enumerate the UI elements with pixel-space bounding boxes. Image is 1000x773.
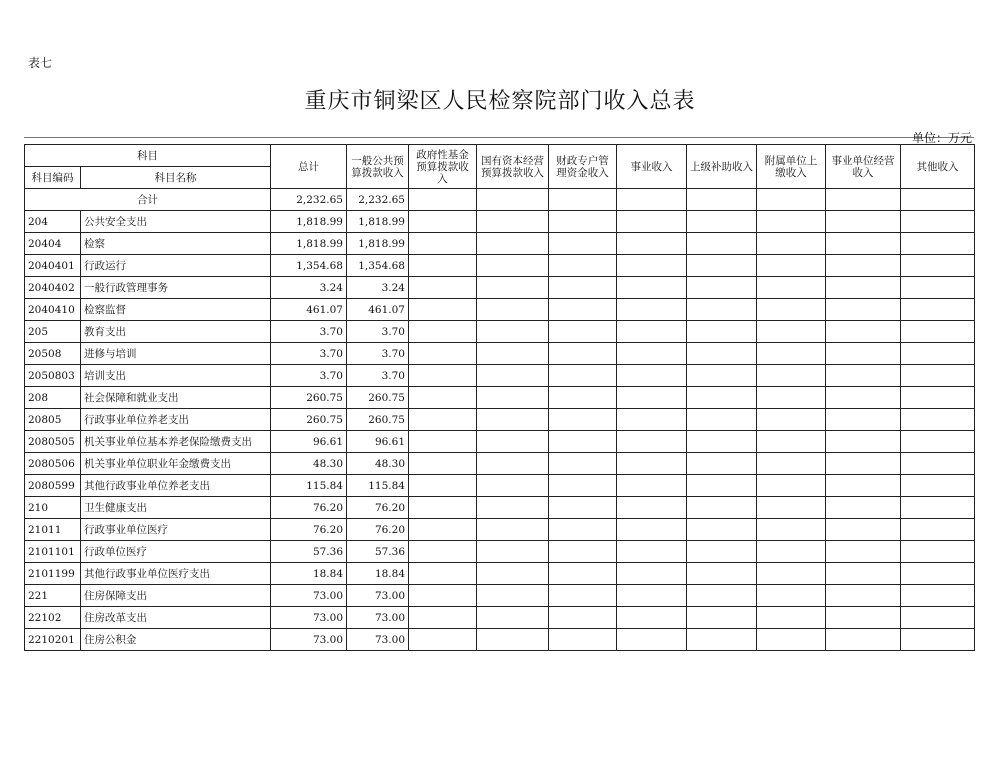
subject-code-cell: 210	[25, 497, 81, 519]
empty-cell	[617, 585, 687, 607]
empty-cell	[826, 629, 901, 651]
empty-cell	[826, 497, 901, 519]
subject-name-cell: 其他行政事业单位医疗支出	[81, 563, 271, 585]
empty-cell	[901, 497, 975, 519]
empty-cell	[409, 629, 477, 651]
header-state-capital: 国有资本经营预算拨款收入	[477, 145, 549, 189]
empty-cell	[757, 585, 826, 607]
total-cell: 1,818.99	[271, 211, 347, 233]
empty-cell	[757, 299, 826, 321]
total-row-label: 合计	[25, 189, 271, 211]
empty-cell	[757, 629, 826, 651]
total-row-general-budget: 2,232.65	[347, 189, 409, 211]
empty-cell	[901, 475, 975, 497]
table-row	[25, 453, 975, 475]
empty-cell	[477, 607, 549, 629]
table-row	[25, 211, 975, 233]
empty-cell	[757, 233, 826, 255]
empty-cell	[617, 497, 687, 519]
empty-cell	[409, 497, 477, 519]
general-budget-cell: 3.24	[347, 277, 409, 299]
empty-cell	[477, 387, 549, 409]
total-row	[25, 189, 975, 211]
empty-cell	[617, 453, 687, 475]
general-budget-cell: 48.30	[347, 453, 409, 475]
empty-cell	[826, 563, 901, 585]
empty-cell	[477, 343, 549, 365]
header-other: 其他收入	[901, 145, 975, 189]
subject-code-cell: 20404	[25, 233, 81, 255]
empty-cell	[687, 321, 757, 343]
empty-cell	[687, 255, 757, 277]
empty-cell	[617, 211, 687, 233]
total-cell: 1,354.68	[271, 255, 347, 277]
empty-cell	[901, 541, 975, 563]
empty-cell	[409, 387, 477, 409]
total-cell: 3.24	[271, 277, 347, 299]
subject-code-cell: 20805	[25, 409, 81, 431]
empty-cell	[901, 189, 975, 211]
empty-cell	[409, 475, 477, 497]
empty-cell	[826, 277, 901, 299]
empty-cell	[901, 365, 975, 387]
empty-cell	[409, 211, 477, 233]
empty-cell	[617, 629, 687, 651]
general-budget-cell: 73.00	[347, 629, 409, 651]
subject-code-cell: 221	[25, 585, 81, 607]
total-cell: 76.20	[271, 519, 347, 541]
subject-code-cell: 2040402	[25, 277, 81, 299]
empty-cell	[826, 387, 901, 409]
empty-cell	[687, 343, 757, 365]
title-divider	[24, 137, 974, 138]
empty-cell	[617, 343, 687, 365]
empty-cell	[549, 189, 617, 211]
empty-cell	[549, 321, 617, 343]
empty-cell	[901, 343, 975, 365]
empty-cell	[409, 233, 477, 255]
subject-code-cell: 22102	[25, 607, 81, 629]
subject-code-cell: 2101101	[25, 541, 81, 563]
general-budget-cell: 18.84	[347, 563, 409, 585]
empty-cell	[549, 629, 617, 651]
empty-cell	[477, 189, 549, 211]
empty-cell	[687, 629, 757, 651]
empty-cell	[549, 497, 617, 519]
table-row	[25, 233, 975, 255]
empty-cell	[901, 519, 975, 541]
empty-cell	[826, 475, 901, 497]
subject-name-cell: 一般行政管理事务	[81, 277, 271, 299]
unit-label: 单位：万元	[911, 131, 972, 145]
empty-cell	[687, 387, 757, 409]
general-budget-cell: 260.75	[347, 387, 409, 409]
subject-name-cell: 行政运行	[81, 255, 271, 277]
empty-cell	[477, 299, 549, 321]
table-row	[25, 607, 975, 629]
subject-code-cell: 208	[25, 387, 81, 409]
empty-cell	[901, 277, 975, 299]
empty-cell	[687, 233, 757, 255]
empty-cell	[901, 453, 975, 475]
empty-cell	[477, 409, 549, 431]
empty-cell	[687, 519, 757, 541]
empty-cell	[477, 475, 549, 497]
empty-cell	[826, 607, 901, 629]
subject-name-cell: 卫生健康支出	[81, 497, 271, 519]
empty-cell	[477, 321, 549, 343]
empty-cell	[549, 541, 617, 563]
empty-cell	[477, 365, 549, 387]
subject-code-cell: 20508	[25, 343, 81, 365]
empty-cell	[687, 453, 757, 475]
empty-cell	[477, 233, 549, 255]
total-cell: 461.07	[271, 299, 347, 321]
total-row-total: 2,232.65	[271, 189, 347, 211]
empty-cell	[617, 519, 687, 541]
empty-cell	[687, 497, 757, 519]
subject-name-cell: 行政事业单位医疗	[81, 519, 271, 541]
empty-cell	[901, 387, 975, 409]
empty-cell	[549, 453, 617, 475]
subject-name-cell: 住房公积金	[81, 629, 271, 651]
table-row	[25, 277, 975, 299]
subject-code-cell: 2210201	[25, 629, 81, 651]
subject-name-cell: 住房改革支出	[81, 607, 271, 629]
empty-cell	[549, 431, 617, 453]
empty-cell	[826, 343, 901, 365]
empty-cell	[826, 255, 901, 277]
total-cell: 73.00	[271, 629, 347, 651]
subject-name-cell: 教育支出	[81, 321, 271, 343]
empty-cell	[687, 299, 757, 321]
empty-cell	[409, 321, 477, 343]
empty-cell	[757, 563, 826, 585]
table-row	[25, 343, 975, 365]
subject-name-cell: 住房保障支出	[81, 585, 271, 607]
header-superior-subsidy: 上级补助收入	[687, 145, 757, 189]
empty-cell	[687, 189, 757, 211]
total-cell: 3.70	[271, 365, 347, 387]
empty-cell	[757, 431, 826, 453]
subject-name-cell: 行政事业单位养老支出	[81, 409, 271, 431]
general-budget-cell: 3.70	[347, 365, 409, 387]
empty-cell	[409, 541, 477, 563]
empty-cell	[901, 211, 975, 233]
empty-cell	[687, 585, 757, 607]
header-subject: 科目	[25, 145, 271, 167]
general-budget-cell: 73.00	[347, 585, 409, 607]
empty-cell	[901, 255, 975, 277]
table-row	[25, 519, 975, 541]
empty-cell	[409, 343, 477, 365]
total-cell: 96.61	[271, 431, 347, 453]
header-business-operation: 事业单位经营收入	[826, 145, 901, 189]
general-budget-cell: 3.70	[347, 321, 409, 343]
empty-cell	[757, 387, 826, 409]
subject-code-cell: 2101199	[25, 563, 81, 585]
general-budget-cell: 1,354.68	[347, 255, 409, 277]
page-title: 重庆市铜梁区人民检察院部门收入总表	[304, 89, 696, 114]
subject-code-cell: 21011	[25, 519, 81, 541]
general-budget-cell: 76.20	[347, 519, 409, 541]
empty-cell	[757, 453, 826, 475]
empty-cell	[687, 475, 757, 497]
empty-cell	[409, 453, 477, 475]
empty-cell	[687, 431, 757, 453]
table-row	[25, 475, 975, 497]
empty-cell	[549, 585, 617, 607]
empty-cell	[549, 211, 617, 233]
empty-cell	[757, 343, 826, 365]
subject-name-cell: 行政单位医疗	[81, 541, 271, 563]
empty-cell	[687, 277, 757, 299]
empty-cell	[549, 387, 617, 409]
income-summary-table	[24, 144, 975, 651]
total-cell: 73.00	[271, 585, 347, 607]
empty-cell	[901, 585, 975, 607]
general-budget-cell: 1,818.99	[347, 233, 409, 255]
total-cell: 3.70	[271, 321, 347, 343]
empty-cell	[901, 563, 975, 585]
empty-cell	[617, 541, 687, 563]
header-affiliated-units: 附属单位上缴收入	[757, 145, 826, 189]
empty-cell	[617, 387, 687, 409]
subject-name-cell: 机关事业单位基本养老保险缴费支出	[81, 431, 271, 453]
empty-cell	[549, 255, 617, 277]
subject-code-cell: 2040401	[25, 255, 81, 277]
general-budget-cell: 115.84	[347, 475, 409, 497]
empty-cell	[477, 519, 549, 541]
empty-cell	[409, 607, 477, 629]
empty-cell	[687, 211, 757, 233]
empty-cell	[757, 607, 826, 629]
empty-cell	[826, 299, 901, 321]
subject-code-cell: 2080599	[25, 475, 81, 497]
empty-cell	[901, 233, 975, 255]
empty-cell	[826, 189, 901, 211]
empty-cell	[617, 431, 687, 453]
general-budget-cell: 1,818.99	[347, 211, 409, 233]
empty-cell	[757, 541, 826, 563]
empty-cell	[826, 365, 901, 387]
empty-cell	[549, 519, 617, 541]
header-general-budget: 一般公共预算拨款收入	[347, 145, 409, 189]
empty-cell	[477, 541, 549, 563]
empty-cell	[549, 343, 617, 365]
empty-cell	[549, 475, 617, 497]
subject-name-cell: 进修与培训	[81, 343, 271, 365]
empty-cell	[617, 233, 687, 255]
empty-cell	[826, 541, 901, 563]
total-cell: 48.30	[271, 453, 347, 475]
general-budget-cell: 96.61	[347, 431, 409, 453]
total-cell: 18.84	[271, 563, 347, 585]
empty-cell	[687, 409, 757, 431]
empty-cell	[409, 563, 477, 585]
empty-cell	[409, 255, 477, 277]
empty-cell	[549, 277, 617, 299]
empty-cell	[901, 629, 975, 651]
empty-cell	[901, 321, 975, 343]
subject-name-cell: 培训支出	[81, 365, 271, 387]
empty-cell	[549, 563, 617, 585]
empty-cell	[826, 519, 901, 541]
general-budget-cell: 57.36	[347, 541, 409, 563]
empty-cell	[757, 365, 826, 387]
subject-name-cell: 公共安全支出	[81, 211, 271, 233]
empty-cell	[617, 189, 687, 211]
header-gov-fund: 政府性基金预算拨款收入	[409, 145, 477, 189]
table-row	[25, 409, 975, 431]
empty-cell	[757, 409, 826, 431]
empty-cell	[477, 453, 549, 475]
header-total: 总计	[271, 145, 347, 189]
total-cell: 115.84	[271, 475, 347, 497]
header-code: 科目编码	[25, 167, 81, 189]
empty-cell	[477, 563, 549, 585]
subject-code-cell: 205	[25, 321, 81, 343]
empty-cell	[826, 233, 901, 255]
empty-cell	[757, 519, 826, 541]
empty-cell	[757, 475, 826, 497]
empty-cell	[409, 519, 477, 541]
empty-cell	[477, 497, 549, 519]
total-cell: 76.20	[271, 497, 347, 519]
empty-cell	[549, 607, 617, 629]
empty-cell	[617, 365, 687, 387]
empty-cell	[617, 475, 687, 497]
total-cell: 57.36	[271, 541, 347, 563]
empty-cell	[617, 255, 687, 277]
empty-cell	[617, 321, 687, 343]
header-fiscal-special: 财政专户管理资金收入	[549, 145, 617, 189]
subject-code-cell: 204	[25, 211, 81, 233]
empty-cell	[826, 453, 901, 475]
table-row	[25, 629, 975, 651]
empty-cell	[826, 321, 901, 343]
general-budget-cell: 461.07	[347, 299, 409, 321]
empty-cell	[409, 585, 477, 607]
empty-cell	[901, 431, 975, 453]
empty-cell	[409, 299, 477, 321]
empty-cell	[826, 585, 901, 607]
total-cell: 260.75	[271, 409, 347, 431]
empty-cell	[826, 211, 901, 233]
general-budget-cell: 260.75	[347, 409, 409, 431]
empty-cell	[826, 431, 901, 453]
header-business: 事业收入	[617, 145, 687, 189]
empty-cell	[757, 321, 826, 343]
subject-code-cell: 2080505	[25, 431, 81, 453]
empty-cell	[409, 431, 477, 453]
total-cell: 73.00	[271, 607, 347, 629]
empty-cell	[617, 409, 687, 431]
subject-name-cell: 社会保障和就业支出	[81, 387, 271, 409]
subject-name-cell: 其他行政事业单位养老支出	[81, 475, 271, 497]
empty-cell	[477, 277, 549, 299]
subject-name-cell: 检察监督	[81, 299, 271, 321]
empty-cell	[549, 365, 617, 387]
general-budget-cell: 76.20	[347, 497, 409, 519]
table-row	[25, 387, 975, 409]
table-row	[25, 563, 975, 585]
table-row	[25, 365, 975, 387]
empty-cell	[757, 497, 826, 519]
total-cell: 3.70	[271, 343, 347, 365]
empty-cell	[409, 365, 477, 387]
table-row	[25, 541, 975, 563]
table-row	[25, 585, 975, 607]
table-row	[25, 299, 975, 321]
empty-cell	[549, 409, 617, 431]
empty-cell	[617, 277, 687, 299]
empty-cell	[757, 189, 826, 211]
empty-cell	[901, 409, 975, 431]
empty-cell	[687, 607, 757, 629]
empty-cell	[901, 607, 975, 629]
subject-code-cell: 2050803	[25, 365, 81, 387]
table-row	[25, 321, 975, 343]
total-cell: 1,818.99	[271, 233, 347, 255]
empty-cell	[409, 277, 477, 299]
table-row	[25, 431, 975, 453]
empty-cell	[687, 365, 757, 387]
general-budget-cell: 3.70	[347, 343, 409, 365]
subject-code-cell: 2080506	[25, 453, 81, 475]
empty-cell	[477, 255, 549, 277]
empty-cell	[901, 299, 975, 321]
empty-cell	[549, 299, 617, 321]
empty-cell	[757, 277, 826, 299]
empty-cell	[477, 211, 549, 233]
total-cell: 260.75	[271, 387, 347, 409]
empty-cell	[549, 233, 617, 255]
empty-cell	[826, 409, 901, 431]
empty-cell	[617, 607, 687, 629]
table-body	[25, 189, 975, 651]
general-budget-cell: 73.00	[347, 607, 409, 629]
subject-code-cell: 2040410	[25, 299, 81, 321]
empty-cell	[477, 629, 549, 651]
empty-cell	[757, 211, 826, 233]
empty-cell	[757, 255, 826, 277]
empty-cell	[409, 189, 477, 211]
empty-cell	[409, 409, 477, 431]
empty-cell	[687, 563, 757, 585]
header-name: 科目名称	[81, 167, 271, 189]
subject-name-cell: 机关事业单位职业年金缴费支出	[81, 453, 271, 475]
subject-name-cell: 检察	[81, 233, 271, 255]
empty-cell	[477, 585, 549, 607]
table-row	[25, 255, 975, 277]
empty-cell	[477, 431, 549, 453]
empty-cell	[617, 299, 687, 321]
empty-cell	[687, 541, 757, 563]
empty-cell	[617, 563, 687, 585]
table-row	[25, 497, 975, 519]
table-number-label: 表七	[28, 56, 53, 70]
